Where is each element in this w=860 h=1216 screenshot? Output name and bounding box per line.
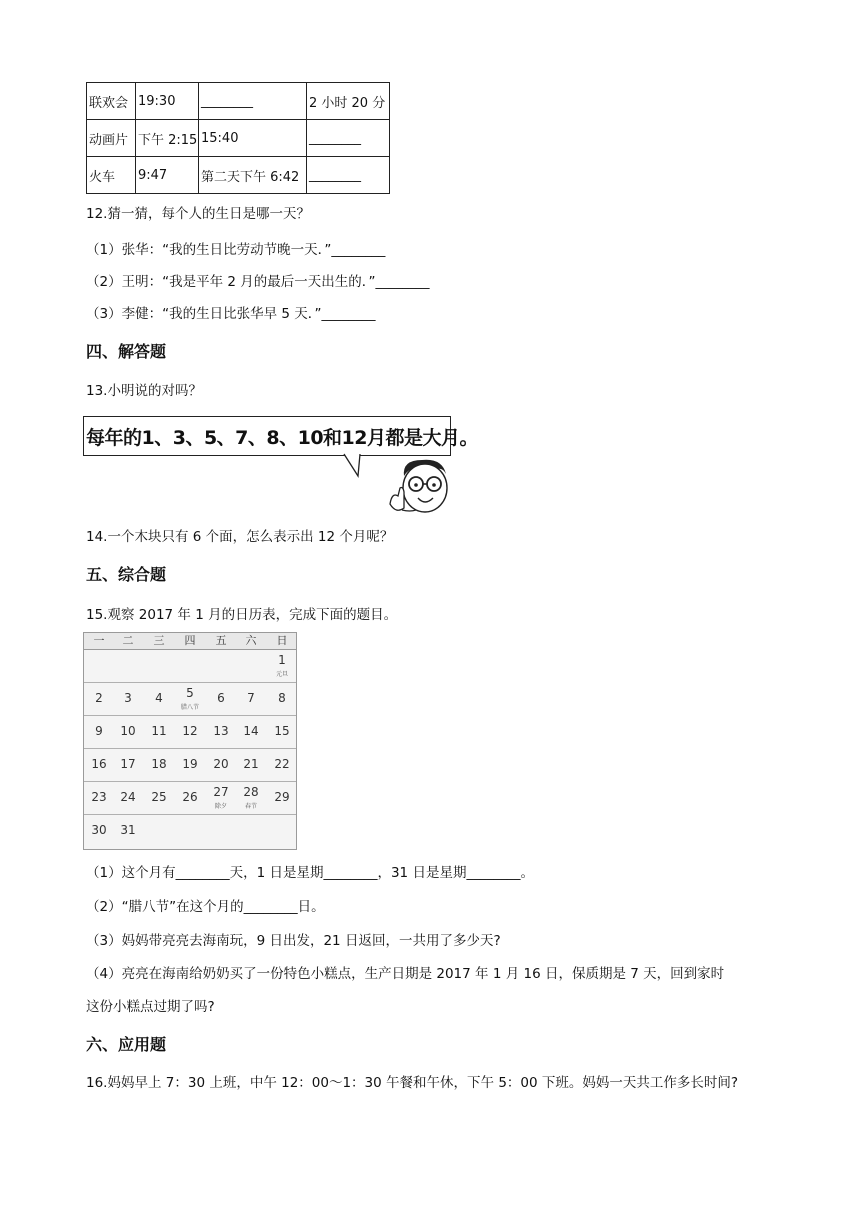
calendar-day: 14 (243, 724, 259, 738)
cell-start: 19:30 (136, 83, 199, 120)
calendar-day: 12 (182, 724, 198, 738)
calendar-day: 28 (243, 785, 259, 799)
calendar-day: 5 (186, 686, 194, 700)
q12-item-2: （2）王明：“我是平年 2 月的最后一天出生的．”________ (86, 274, 430, 290)
q12-title: 12.猜一猜，每个人的生日是哪一天？ (86, 206, 310, 222)
calendar-day: 29 (274, 790, 290, 804)
cell-end: ________ (199, 83, 307, 120)
statement-text: 每年的1、3、5、7、8、10和12月都是大月。 (86, 427, 478, 449)
calendar-weekday: 二 (122, 634, 134, 647)
table-row (87, 157, 390, 194)
calendar-day: 1 (278, 653, 286, 667)
cell-event: 动画片 (87, 120, 136, 157)
time-table (86, 82, 390, 194)
calendar-weekday: 六 (245, 634, 257, 647)
q15-title: 15.观察 2017 年 1 月的日历表，完成下面的题目。 (86, 607, 398, 623)
calendar-holiday-note: 除夕 (214, 803, 227, 810)
cell-start: 9:47 (136, 157, 199, 194)
calendar-row-divider (84, 814, 296, 815)
calendar-day: 26 (182, 790, 198, 804)
q15-item-1: （1）这个月有________天，1 日是星期________，31 日是星期________。 (86, 865, 534, 881)
calendar-day: 20 (213, 757, 229, 771)
calendar-weekday: 一 (93, 634, 105, 647)
calendar-day: 21 (243, 757, 259, 771)
calendar-day: 31 (120, 823, 136, 837)
calendar-row-divider (84, 715, 296, 716)
calendar-day: 15 (274, 724, 290, 738)
section-4-header: 四、解答题 (86, 342, 167, 361)
calendar-jan-2017 (83, 632, 297, 850)
calendar-weekday: 日 (276, 634, 288, 647)
calendar-day: 19 (182, 757, 198, 771)
calendar-day: 2 (95, 691, 103, 705)
calendar-holiday-note: 春节 (244, 803, 257, 810)
cell-duration: ________ (307, 120, 390, 157)
q15-item-4: （4）亮亮在海南给奶奶买了一份特色小糕点，生产日期是 2017 年 1 月 16 日，保质期是 7 天，回到家时 (86, 966, 725, 982)
cell-start: 下午 2:15 (136, 120, 199, 157)
calendar-day: 7 (247, 691, 255, 705)
table-row (87, 120, 390, 157)
calendar-holiday-note: 元旦 (275, 671, 288, 678)
calendar-day: 3 (124, 691, 132, 705)
calendar-day: 13 (213, 724, 229, 738)
calendar-holiday-note: 腊八节 (180, 704, 199, 711)
calendar-day: 9 (95, 724, 103, 738)
q13-title: 13.小明说的对吗？ (86, 383, 202, 399)
statement-banner (83, 416, 478, 456)
calendar-weekday: 五 (215, 634, 227, 647)
calendar-row-divider (84, 748, 296, 749)
calendar-row-divider (84, 781, 296, 782)
q15-item-4-cont: 这份小糕点过期了吗? (86, 999, 215, 1015)
calendar-weekday: 四 (184, 634, 196, 647)
q16-text: 16.妈妈早上 7：30 上班，中午 12：00～1：30 午餐和午休，下午 5：00 下班。妈妈一天共工作多长时间? (86, 1075, 739, 1091)
calendar-day: 16 (91, 757, 107, 771)
cell-duration: ________ (307, 157, 390, 194)
cell-end: 15:40 (199, 120, 307, 157)
cell-event: 火车 (87, 157, 136, 194)
calendar-weekday-header (84, 633, 296, 650)
cartoon-boy-illustration (330, 452, 460, 518)
calendar-day: 24 (120, 790, 136, 804)
q12-item-1: （1）张华：“我的生日比劳动节晚一天．”________ (86, 242, 386, 258)
calendar-day: 23 (91, 790, 107, 804)
table-row (87, 83, 390, 120)
section-5-header: 五、综合题 (86, 565, 167, 584)
calendar-day: 11 (151, 724, 167, 738)
calendar-row-divider (84, 682, 296, 683)
q14-text: 14.一个木块只有 6 个面，怎么表示出 12 个月呢？ (86, 529, 394, 545)
calendar-day: 27 (213, 785, 229, 799)
calendar-day: 17 (120, 757, 136, 771)
calendar-weekday: 三 (153, 634, 165, 647)
cell-duration: 2 小时 20 分 (307, 83, 390, 120)
calendar-day: 6 (217, 691, 225, 705)
q15-item-2: （2）“腊八节”在这个月的________日。 (86, 899, 325, 915)
calendar-day: 4 (155, 691, 163, 705)
calendar-day: 18 (151, 757, 167, 771)
q15-item-3: （3）妈妈带亮亮去海南玩，9 日出发，21 日返回，一共用了多少天? (86, 933, 501, 949)
cell-event: 联欢会 (87, 83, 136, 120)
calendar-day: 25 (151, 790, 167, 804)
cell-end: 第二天下午 6:42 (199, 157, 307, 194)
section-6-header: 六、应用题 (86, 1035, 167, 1054)
calendar-day: 8 (278, 691, 286, 705)
q12-item-3: （3）李健：“我的生日比张华早 5 天．”________ (86, 306, 376, 322)
calendar-day: 30 (91, 823, 107, 837)
calendar-day: 10 (120, 724, 136, 738)
calendar-day: 22 (274, 757, 290, 771)
